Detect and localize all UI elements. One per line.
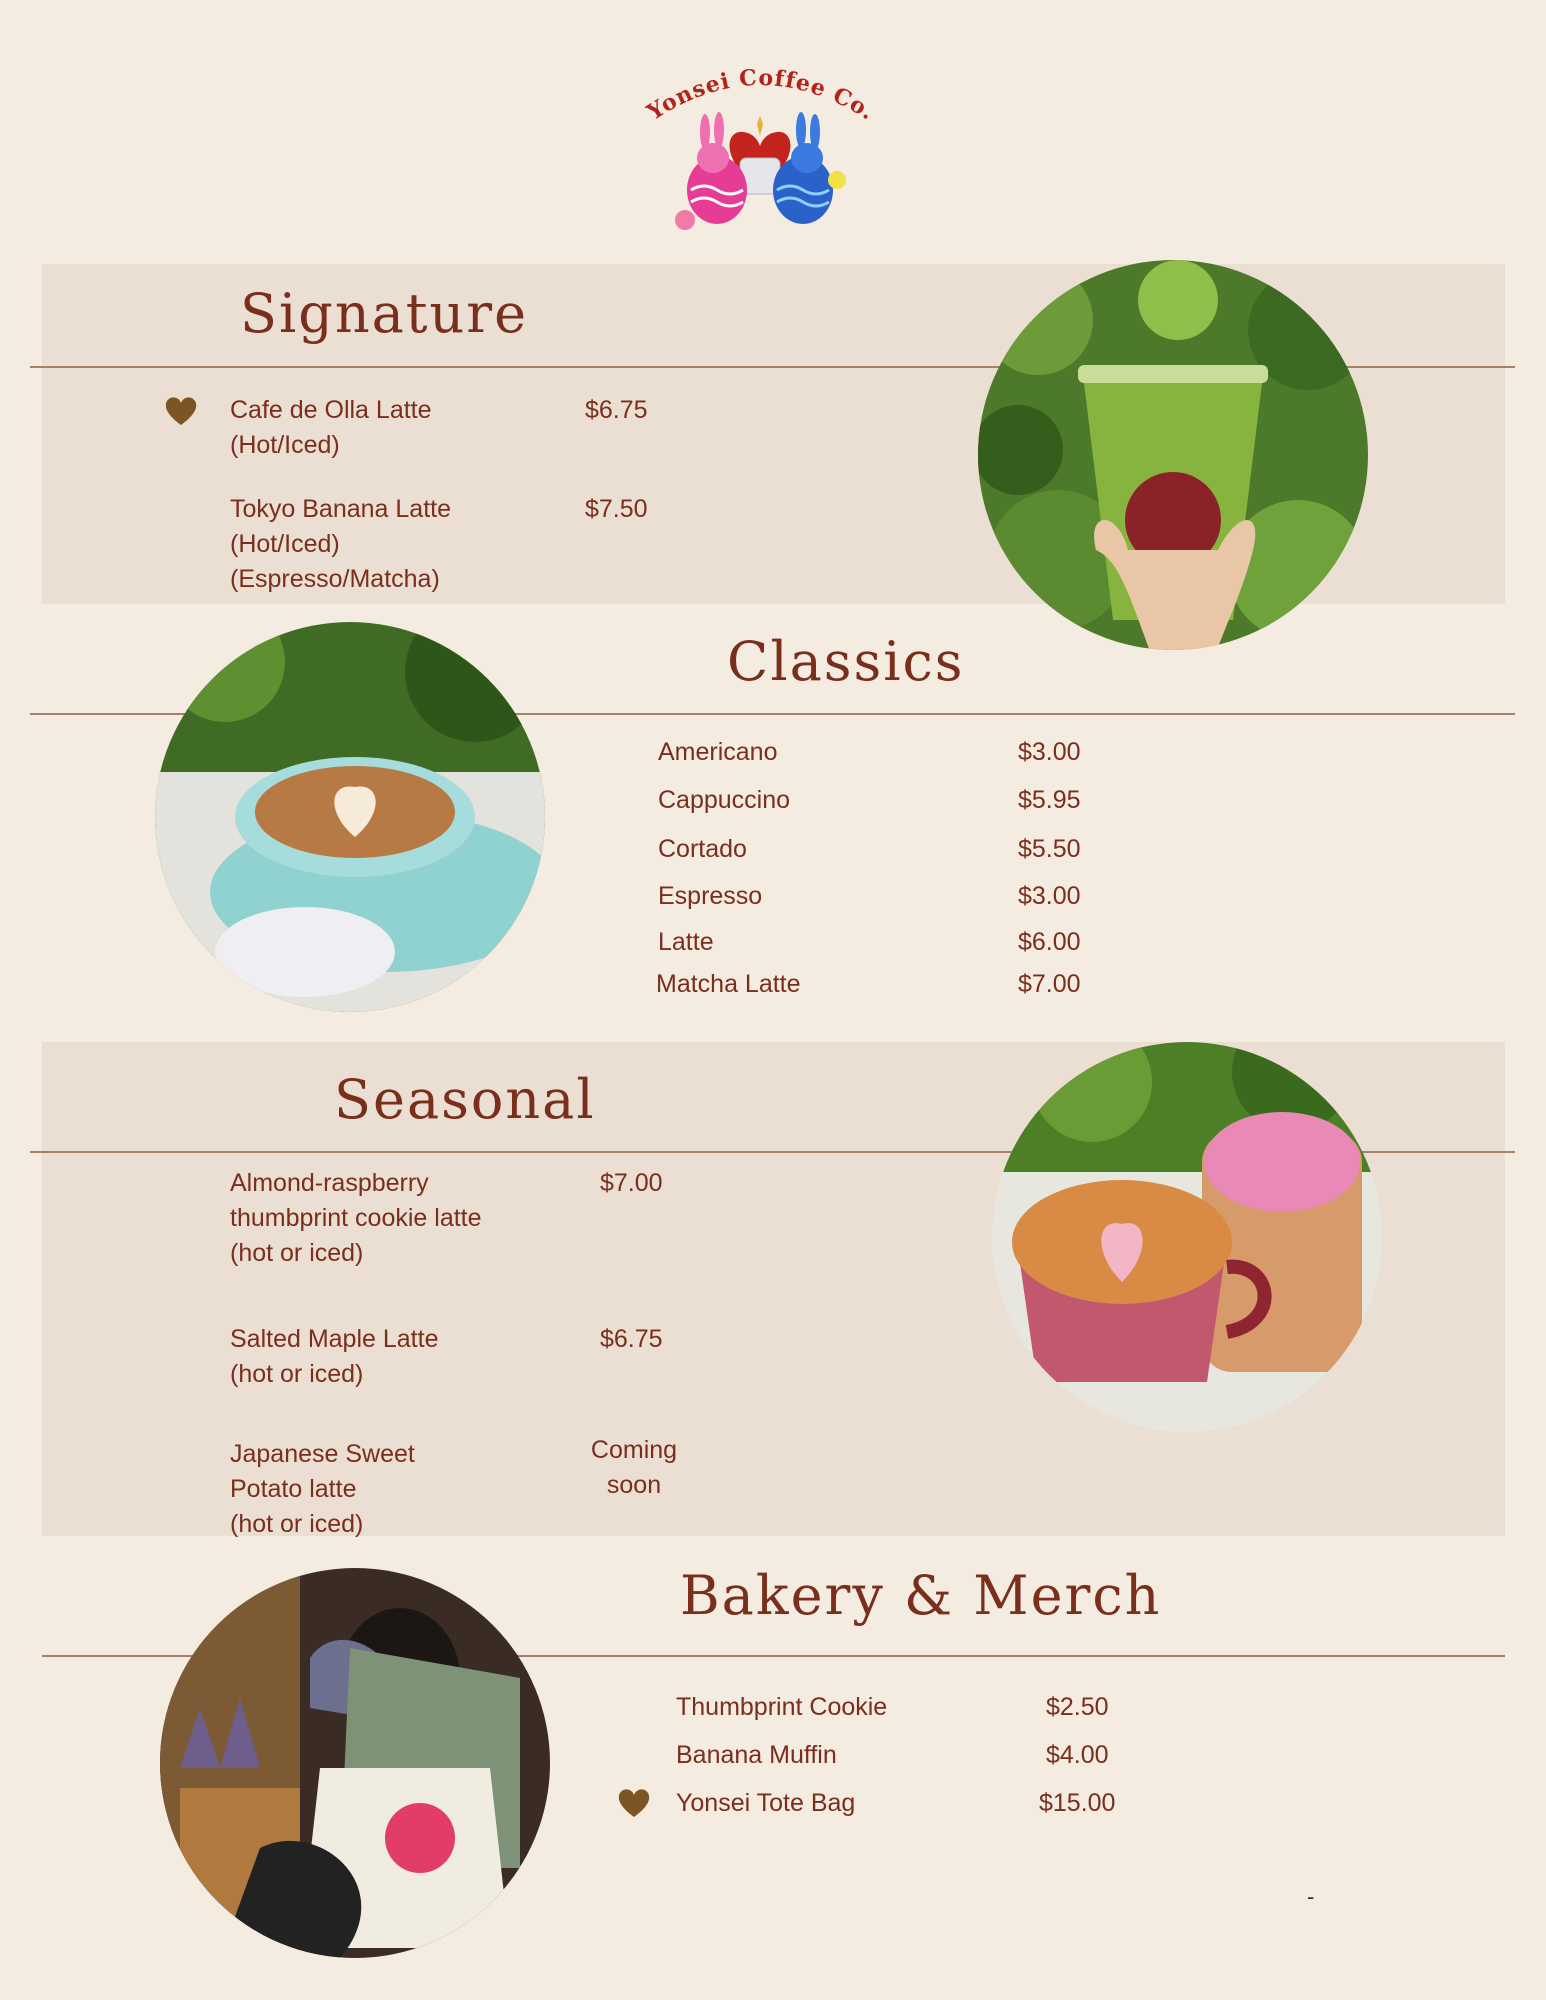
logo [625, 40, 895, 240]
menu-item-name: Tokyo Banana Latte (Hot/Iced) (Espresso/Matcha) [230, 495, 451, 593]
menu-item-price: $5.50 [1018, 835, 1081, 863]
heart-icon [617, 1788, 651, 1823]
cappuccino-photo [155, 622, 545, 1012]
menu-item-price: $6.75 [585, 396, 648, 424]
seasonal-lattes-photo [992, 1042, 1382, 1432]
menu-item-price: $3.00 [1018, 882, 1081, 910]
logo-wordmark: Yonsei Coffee Co. [642, 64, 880, 126]
menu-item-name: Japanese Sweet Potato latte (hot or iced) [230, 1440, 415, 1538]
menu-item-name: Salted Maple Latte (hot or iced) [230, 1325, 439, 1388]
menu-item-price: Coming soon [590, 1436, 678, 1499]
menu-item-price: $2.50 [1046, 1693, 1109, 1721]
menu-item-price: $7.00 [1018, 970, 1081, 998]
menu-item-name: Cappuccino [658, 786, 791, 814]
menu-item-name: Banana Muffin [676, 1741, 837, 1769]
menu-item-price: $5.95 [1018, 786, 1081, 814]
menu-item-price: $6.75 [600, 1325, 663, 1353]
menu-item-name: Thumbprint Cookie [676, 1693, 888, 1721]
matcha-latte-photo [978, 260, 1368, 650]
footer-mark: - [1307, 1884, 1315, 1909]
menu-item-price: $6.00 [1018, 928, 1081, 956]
tote-bag-photo [160, 1568, 550, 1958]
menu-item-price: $4.00 [1046, 1741, 1109, 1769]
seasonal-heading: Seasonal [334, 1068, 596, 1131]
menu-item-price: $15.00 [1039, 1789, 1116, 1817]
menu-item-price: $7.00 [600, 1169, 663, 1197]
classics-heading: Classics [727, 630, 965, 693]
menu-item-name: Matcha Latte [656, 970, 801, 998]
menu-item-name: Cafe de Olla Latte (Hot/Iced) [230, 396, 432, 459]
menu-item-name: Yonsei Tote Bag [676, 1789, 856, 1817]
signature-heading: Signature [240, 282, 529, 345]
menu-item-price: $7.50 [585, 495, 648, 523]
logo-bunnies-heart [625, 40, 895, 240]
menu-item-name: Latte [658, 928, 714, 956]
heart-icon [164, 396, 198, 431]
menu-item-name: Cortado [658, 835, 747, 863]
menu-item-price: $3.00 [1018, 738, 1081, 766]
menu-item-name: Americano [658, 738, 778, 766]
menu-item-name: Almond-raspberry thumbprint cookie latte (hot or iced) [230, 1169, 482, 1267]
menu-item-name: Espresso [658, 882, 763, 910]
bakery-merch-heading: Bakery & Merch [680, 1564, 1162, 1627]
